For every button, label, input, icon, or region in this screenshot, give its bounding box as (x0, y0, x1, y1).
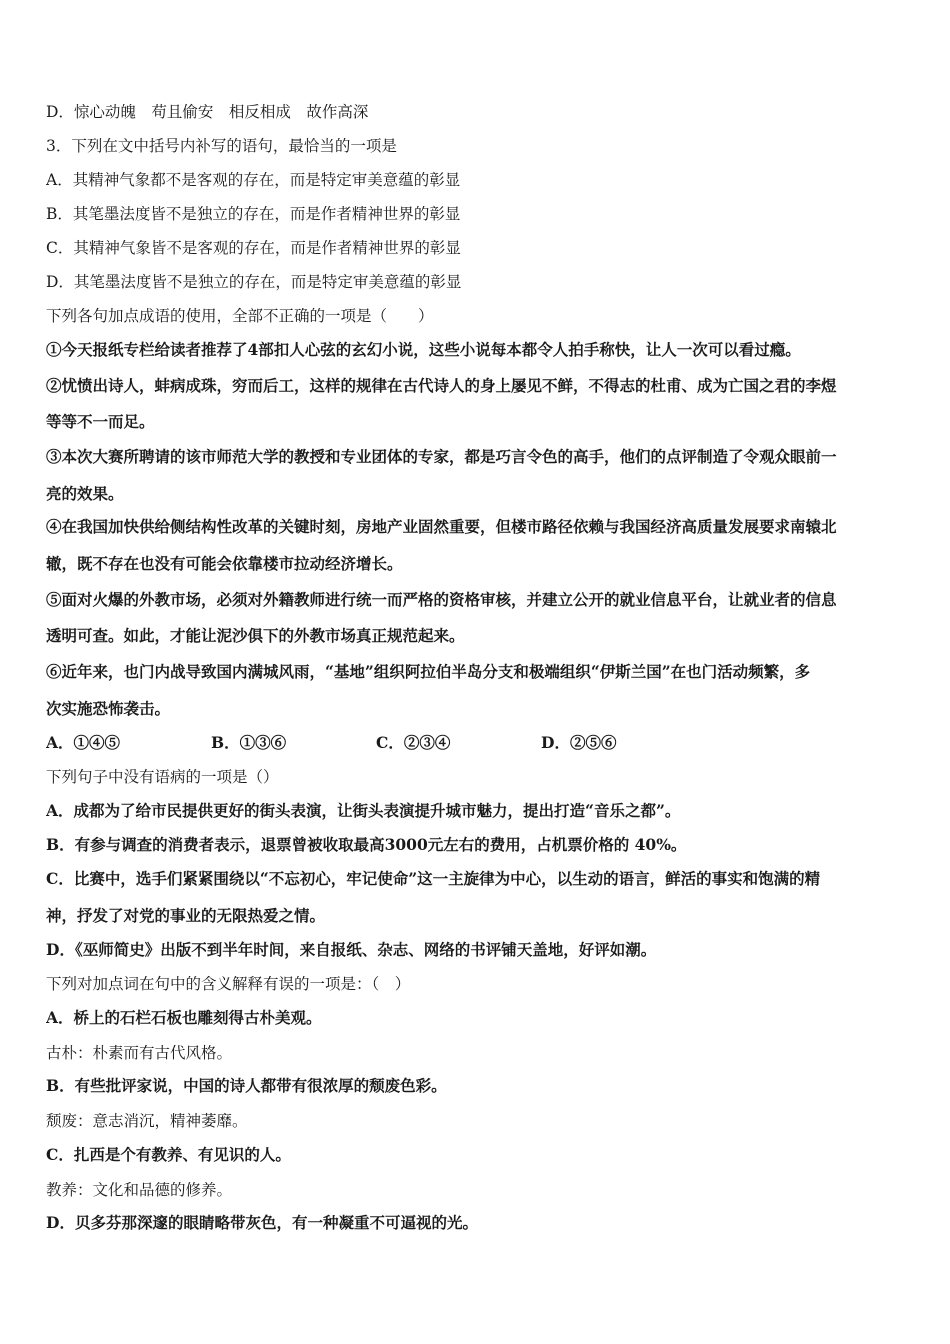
grammar-question-stem: 下列句子中没有语病的一项是（） (46, 768, 279, 786)
meaning-option-d: D．贝多芬那深邃的眼睛略带灰色，有一种凝重不可逼视的光。 (46, 1213, 478, 1232)
grammar-option-c: C．比赛中，选手们紧紧围绕以“不忘初心，牢记使命”这一主旋律为中心，以生动的语言，鲜活的事实和饱满的精 (46, 869, 821, 888)
idiom-item-5: ⑤面对火爆的外教市场，必须对外籍教师进行统一而严格的资格审核，并建立公开的就业信息平台，让就业者的信息 (46, 590, 837, 609)
meaning-gloss-b: 颓废：意志消沉，精神萎靡。 (46, 1112, 248, 1130)
idiom-item-5-cont: 透明可查。如此，才能让泥沙俱下的外教市场真正规范起来。 (46, 626, 465, 645)
q3-option-b: B．其笔墨法度皆不是独立的存在，而是作者精神世界的彰显 (46, 205, 461, 223)
meaning-gloss-a: 古朴：朴素而有古代风格。 (46, 1044, 233, 1062)
idiom-question-stem: 下列各句加点成语的使用，全部不正确的一项是（ ） (46, 307, 434, 325)
meaning-gloss-c: 教养：文化和品德的修养。 (46, 1181, 233, 1199)
q3-option-d: D．其笔墨法度皆不是独立的存在，而是特定审美意蕴的彰显 (46, 273, 462, 291)
idiom-item-3: ③本次大赛所聘请的该市师范大学的教授和专业团体的专家，都是巧言令色的高手，他们的点评制造了令观众眼前一 (46, 447, 837, 466)
idiom-choice-d: D．②⑤⑥ (541, 733, 617, 752)
idiom-item-3-cont: 亮的效果。 (46, 484, 124, 503)
idiom-item-2-cont: 等等不一而足。 (46, 412, 155, 431)
idiom-item-4-cont: 辙，既不存在也没有可能会依靠楼市拉动经济增长。 (46, 554, 403, 573)
idiom-item-6: ⑥近年来，也门内战导致国内满城风雨，“基地”组织阿拉伯半岛分支和极端组织“伊斯兰国”在也门活动频繁，多 (46, 662, 811, 681)
idiom-choice-b: B．①③⑥ (211, 733, 287, 752)
q3-option-a: A．其精神气象都不是客观的存在，而是特定审美意蕴的彰显 (46, 171, 461, 189)
idiom-item-4: ④在我国加快供给侧结构性改革的关键时刻，房地产业固然重要，但楼市路径依赖与我国经济高质量发展要求南辕北 (46, 517, 837, 536)
meaning-option-c: C．扎西是个有教养、有见识的人。 (46, 1145, 291, 1164)
idiom-choice-a: A．①④⑤ (46, 733, 121, 752)
idiom-item-6-cont: 次实施恐怖袭击。 (46, 699, 171, 718)
idiom-choice-c: C．②③④ (376, 733, 451, 752)
grammar-option-d: D．《巫师简史》出版不到半年时间，来自报纸、杂志、网络的书评铺天盖地，好评如潮。 (46, 940, 657, 959)
q2-option-d: D．惊心动魄 苟且偷安 相反相成 故作高深 (46, 103, 369, 121)
meaning-option-a: A．桥上的石栏石板也雕刻得古朴美观。 (46, 1008, 322, 1027)
idiom-choices (46, 733, 906, 753)
meaning-option-b: B．有些批评家说，中国的诗人都带有很浓厚的颓废色彩。 (46, 1076, 447, 1095)
meaning-question-stem: 下列对加点词在句中的含义解释有误的一项是：（ ） (46, 975, 411, 993)
q3-option-c: C．其精神气象皆不是客观的存在，而是作者精神世界的彰显 (46, 239, 461, 257)
q3-stem: 3．下列在文中括号内补写的语句，最恰当的一项是 (46, 137, 397, 155)
idiom-item-1: ①今天报纸专栏给读者推荐了4部扣人心弦的玄幻小说，这些小说每本都令人拍手称快，让人一次可以看过瘾。 (46, 340, 801, 359)
grammar-option-a: A．成都为了给市民提供更好的街头表演，让街头表演提升城市魅力，提出打造“音乐之都”。 (46, 801, 681, 820)
grammar-option-b: B．有参与调查的消费者表示，退票曾被收取最高3000元左右的费用，占机票价格的 40%。 (46, 835, 687, 854)
grammar-option-c-cont: 神，抒发了对党的事业的无限热爱之情。 (46, 906, 326, 925)
idiom-item-2: ②忧愤出诗人，蚌病成珠，穷而后工，这样的规律在古代诗人的身上屡见不鲜，不得志的杜甫、成为亡国之君的李煜 (46, 376, 837, 395)
